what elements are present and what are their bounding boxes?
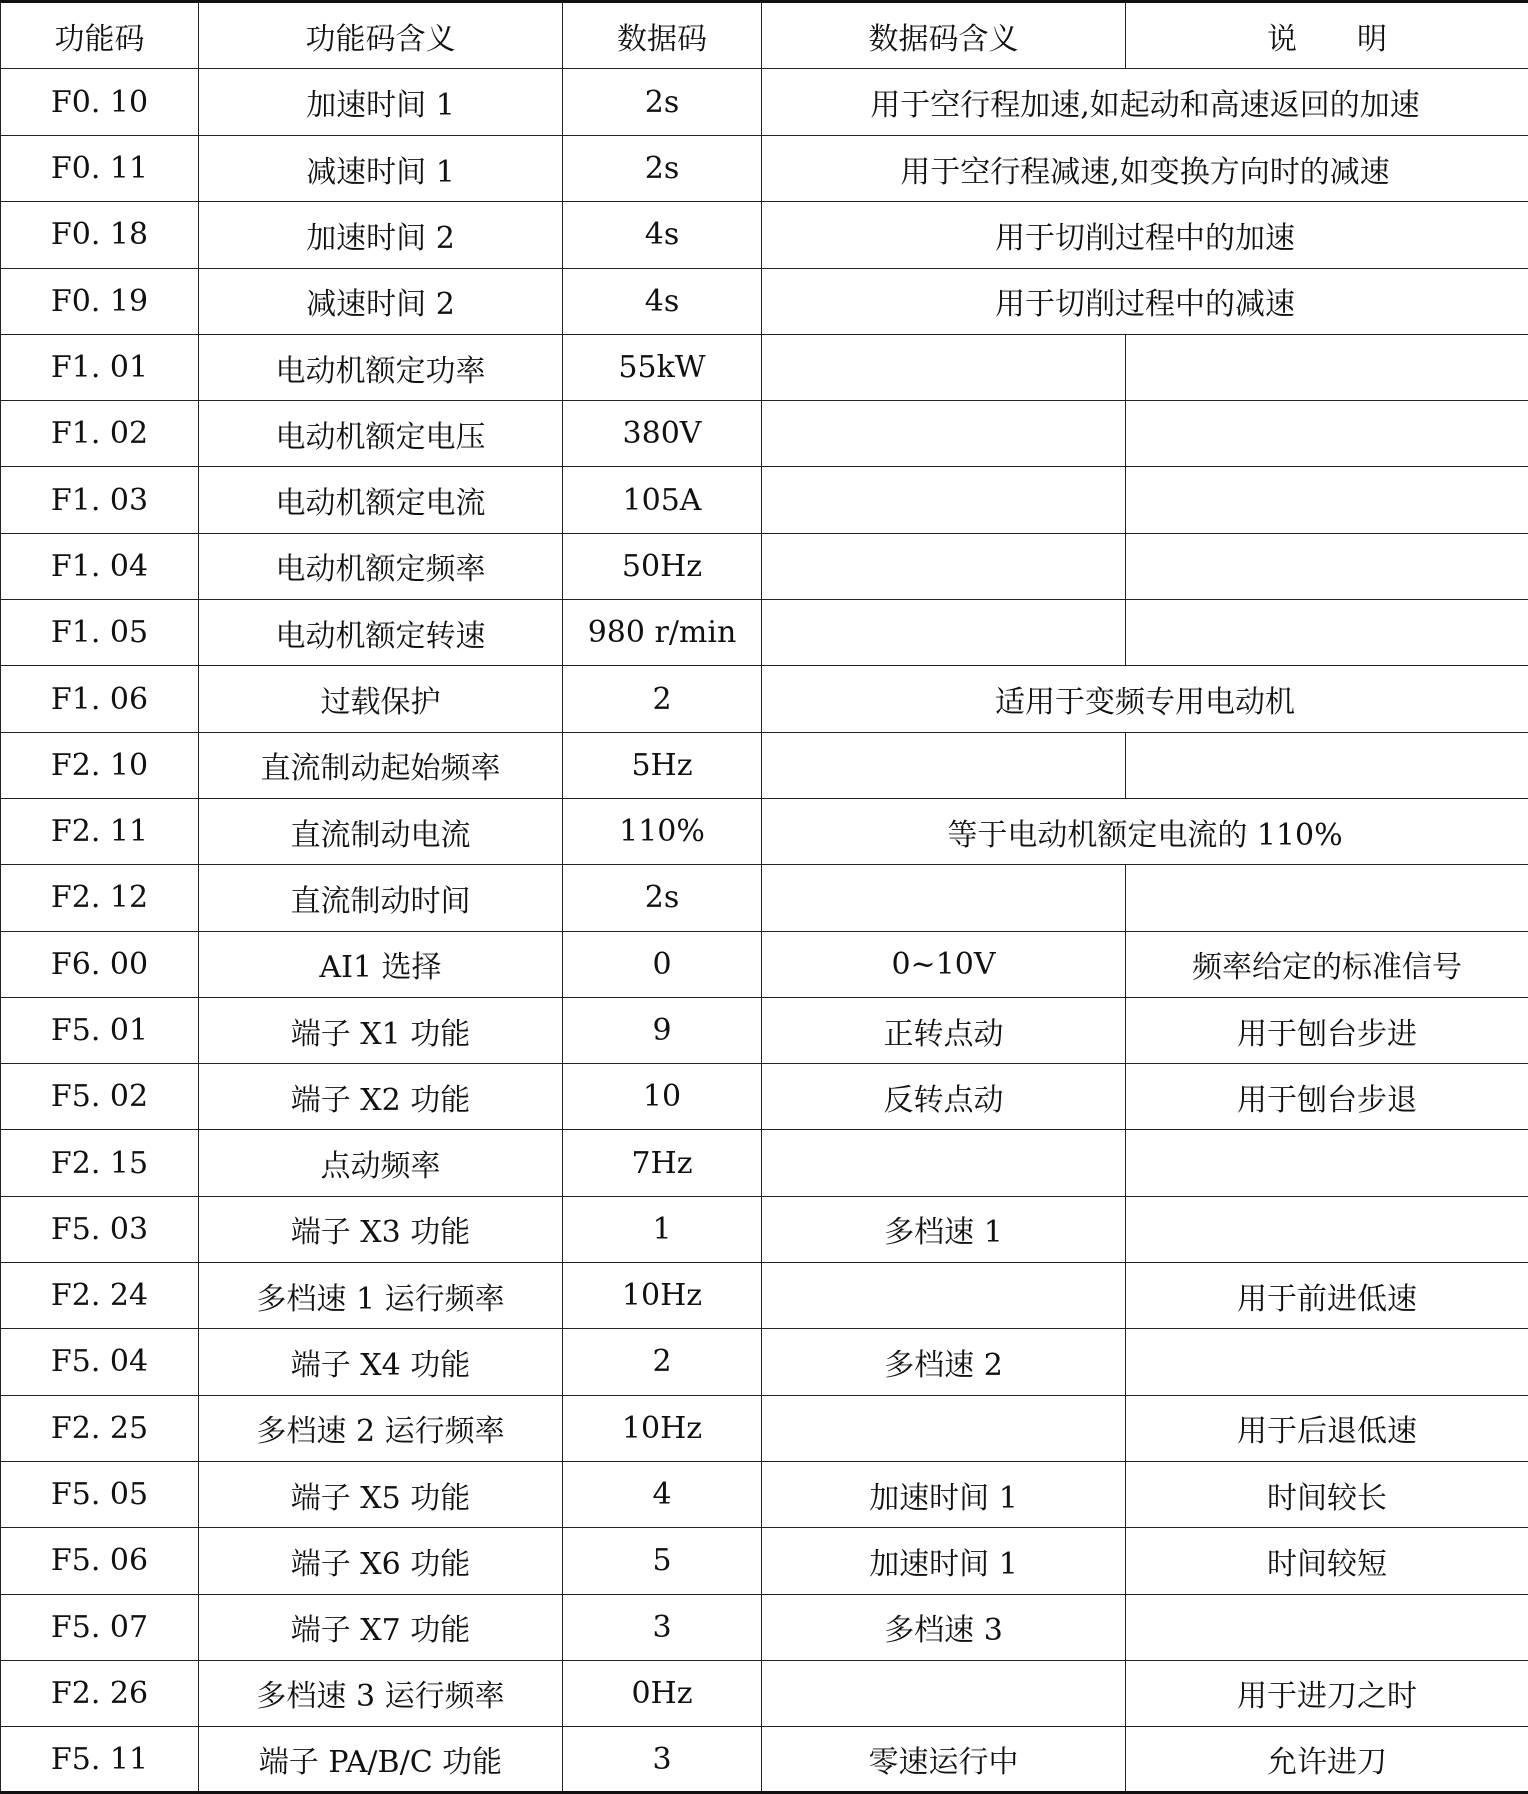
- table-row: [1, 1196, 1528, 1262]
- cell-data-meaning: 多档速 3: [762, 1594, 1126, 1660]
- cell-data-code: 2s: [563, 136, 762, 202]
- cell-remarks: 等于电动机额定电流的 110%: [762, 798, 1528, 864]
- cell-data-meaning: 正转点动: [762, 997, 1126, 1063]
- cell-remarks: [1126, 334, 1528, 400]
- cell-function-meaning: AI1 选择: [199, 931, 563, 997]
- table-row: [1, 1395, 1528, 1461]
- cell-data-meaning: [762, 1660, 1126, 1726]
- cell-data-code: 10Hz: [563, 1395, 762, 1461]
- cell-data-meaning: 加速时间 1: [762, 1461, 1126, 1527]
- cell-data-code: 7Hz: [563, 1130, 762, 1196]
- cell-data-meaning: [762, 1263, 1126, 1329]
- cell-function-meaning: 端子 X2 功能: [199, 1064, 563, 1130]
- cell-data-code: 5Hz: [563, 732, 762, 798]
- cell-function-code: F5. 01: [1, 997, 199, 1063]
- cell-function-code: F0. 19: [1, 268, 199, 334]
- cell-function-meaning: 端子 X1 功能: [199, 997, 563, 1063]
- cell-data-code: 2s: [563, 865, 762, 931]
- cell-function-code: F5. 02: [1, 1064, 199, 1130]
- cell-remarks: [1126, 533, 1528, 599]
- cell-remarks: 用于后退低速: [1126, 1395, 1528, 1461]
- cell-remarks: 时间较长: [1126, 1461, 1528, 1527]
- cell-data-meaning: [762, 600, 1126, 666]
- header-row: [1, 2, 1528, 69]
- cell-data-meaning: [762, 865, 1126, 931]
- cell-remarks: 频率给定的标准信号: [1126, 931, 1528, 997]
- cell-remarks: 用于进刀之时: [1126, 1660, 1528, 1726]
- cell-function-code: F1. 06: [1, 666, 199, 732]
- cell-data-code: 2: [563, 666, 762, 732]
- cell-remarks: 用于刨台步进: [1126, 997, 1528, 1063]
- cell-data-meaning: 0~10V: [762, 931, 1126, 997]
- cell-data-meaning: [762, 334, 1126, 400]
- cell-data-code: 4s: [563, 202, 762, 268]
- cell-function-meaning: 端子 X6 功能: [199, 1528, 563, 1594]
- cell-remarks: 允许进刀: [1126, 1727, 1528, 1793]
- cell-data-code: 4s: [563, 268, 762, 334]
- header-data-meaning: 数据码含义: [762, 2, 1126, 69]
- cell-data-code: 9: [563, 997, 762, 1063]
- cell-function-code: F0. 18: [1, 202, 199, 268]
- cell-data-meaning: 多档速 2: [762, 1329, 1126, 1395]
- cell-data-code: 10Hz: [563, 1263, 762, 1329]
- cell-data-code: 2s: [563, 69, 762, 136]
- cell-function-code: F5. 03: [1, 1196, 199, 1262]
- header-data-code: 数据码: [563, 2, 762, 69]
- cell-data-code: 0Hz: [563, 1660, 762, 1726]
- cell-remarks: 用于空行程加速,如起动和高速返回的加速: [762, 69, 1528, 136]
- cell-data-meaning: [762, 401, 1126, 467]
- table-row: [1, 533, 1528, 599]
- cell-remarks: 用于切削过程中的加速: [762, 202, 1528, 268]
- cell-function-code: F1. 02: [1, 401, 199, 467]
- cell-remarks: [1126, 401, 1528, 467]
- table-row: [1, 401, 1528, 467]
- cell-data-code: 3: [563, 1594, 762, 1660]
- table-row: [1, 997, 1528, 1063]
- cell-remarks: [1126, 865, 1528, 931]
- table-row: [1, 1130, 1528, 1196]
- cell-function-meaning: 加速时间 1: [199, 69, 563, 136]
- table-row: [1, 1263, 1528, 1329]
- cell-function-meaning: 端子 X5 功能: [199, 1461, 563, 1527]
- cell-data-code: 50Hz: [563, 533, 762, 599]
- cell-function-meaning: 端子 PA/B/C 功能: [199, 1727, 563, 1793]
- cell-function-meaning: 电动机额定频率: [199, 533, 563, 599]
- cell-function-meaning: 过载保护: [199, 666, 563, 732]
- cell-function-code: F1. 05: [1, 600, 199, 666]
- cell-data-code: 980 r/min: [563, 600, 762, 666]
- table-row: [1, 798, 1528, 864]
- cell-remarks: 用于前进低速: [1126, 1263, 1528, 1329]
- cell-function-code: F2. 25: [1, 1395, 199, 1461]
- cell-data-code: 0: [563, 931, 762, 997]
- cell-function-code: F5. 11: [1, 1727, 199, 1793]
- table-row: [1, 666, 1528, 732]
- cell-remarks: 适用于变频专用电动机: [762, 666, 1528, 732]
- cell-function-code: F2. 12: [1, 865, 199, 931]
- cell-remarks: [1126, 1196, 1528, 1262]
- cell-remarks: [1126, 1130, 1528, 1196]
- cell-data-code: 5: [563, 1528, 762, 1594]
- cell-data-meaning: [762, 533, 1126, 599]
- table-row: [1, 931, 1528, 997]
- cell-function-code: F2. 11: [1, 798, 199, 864]
- table-row: [1, 334, 1528, 400]
- cell-data-meaning: [762, 467, 1126, 533]
- cell-function-meaning: 电动机额定电流: [199, 467, 563, 533]
- table-row: [1, 1528, 1528, 1594]
- table-row: [1, 1594, 1528, 1660]
- cell-remarks: [1126, 600, 1528, 666]
- cell-function-code: F5. 05: [1, 1461, 199, 1527]
- cell-function-code: F5. 06: [1, 1528, 199, 1594]
- cell-data-code: 2: [563, 1329, 762, 1395]
- header-remarks: 说 明: [1126, 2, 1528, 69]
- table-row: [1, 467, 1528, 533]
- cell-function-meaning: 直流制动起始频率: [199, 732, 563, 798]
- cell-data-code: 3: [563, 1727, 762, 1793]
- cell-function-meaning: 端子 X3 功能: [199, 1196, 563, 1262]
- cell-remarks: 时间较短: [1126, 1528, 1528, 1594]
- cell-function-code: F5. 04: [1, 1329, 199, 1395]
- table-row: [1, 202, 1528, 268]
- header-function-meaning: 功能码含义: [199, 2, 563, 69]
- table-row: [1, 1329, 1528, 1395]
- cell-function-code: F2. 15: [1, 1130, 199, 1196]
- cell-function-meaning: 直流制动时间: [199, 865, 563, 931]
- table-row: [1, 1660, 1528, 1726]
- cell-function-meaning: 端子 X7 功能: [199, 1594, 563, 1660]
- cell-data-code: 4: [563, 1461, 762, 1527]
- cell-remarks: [1126, 467, 1528, 533]
- cell-remarks: [1126, 1594, 1528, 1660]
- table-row: [1, 600, 1528, 666]
- cell-function-meaning: 多档速 3 运行频率: [199, 1660, 563, 1726]
- cell-data-code: 110%: [563, 798, 762, 864]
- cell-function-code: F1. 01: [1, 334, 199, 400]
- cell-remarks: [1126, 1329, 1528, 1395]
- cell-function-code: F1. 04: [1, 533, 199, 599]
- table-row: [1, 268, 1528, 334]
- cell-function-meaning: 点动频率: [199, 1130, 563, 1196]
- cell-function-meaning: 减速时间 2: [199, 268, 563, 334]
- cell-data-meaning: 加速时间 1: [762, 1528, 1126, 1594]
- cell-remarks: [1126, 732, 1528, 798]
- cell-function-meaning: 加速时间 2: [199, 202, 563, 268]
- cell-remarks: 用于刨台步退: [1126, 1064, 1528, 1130]
- cell-remarks: 用于空行程减速,如变换方向时的减速: [762, 136, 1528, 202]
- table-row: [1, 69, 1528, 136]
- cell-function-meaning: 多档速 1 运行频率: [199, 1263, 563, 1329]
- cell-function-code: F0. 10: [1, 69, 199, 136]
- cell-remarks: 用于切削过程中的减速: [762, 268, 1528, 334]
- cell-function-code: F6. 00: [1, 931, 199, 997]
- cell-function-code: F5. 07: [1, 1594, 199, 1660]
- cell-function-meaning: 端子 X4 功能: [199, 1329, 563, 1395]
- cell-function-code: F2. 24: [1, 1263, 199, 1329]
- cell-data-code: 105A: [563, 467, 762, 533]
- cell-function-code: F1. 03: [1, 467, 199, 533]
- table-row: [1, 1727, 1528, 1793]
- cell-function-meaning: 电动机额定电压: [199, 401, 563, 467]
- cell-data-meaning: [762, 1395, 1126, 1461]
- table-row: [1, 1064, 1528, 1130]
- cell-function-code: F2. 26: [1, 1660, 199, 1726]
- cell-function-code: F0. 11: [1, 136, 199, 202]
- header-function-code: 功能码: [1, 2, 199, 69]
- cell-function-code: F2. 10: [1, 732, 199, 798]
- cell-data-code: 10: [563, 1064, 762, 1130]
- cell-data-code: 380V: [563, 401, 762, 467]
- cell-function-meaning: 直流制动电流: [199, 798, 563, 864]
- table-row: [1, 136, 1528, 202]
- table-row: [1, 865, 1528, 931]
- cell-function-meaning: 电动机额定功率: [199, 334, 563, 400]
- cell-function-meaning: 电动机额定转速: [199, 600, 563, 666]
- cell-function-meaning: 多档速 2 运行频率: [199, 1395, 563, 1461]
- cell-data-code: 1: [563, 1196, 762, 1262]
- table-row: [1, 1461, 1528, 1527]
- cell-data-code: 55kW: [563, 334, 762, 400]
- table-row: [1, 732, 1528, 798]
- cell-data-meaning: [762, 1130, 1126, 1196]
- cell-function-meaning: 减速时间 1: [199, 136, 563, 202]
- cell-data-meaning: 反转点动: [762, 1064, 1126, 1130]
- cell-data-meaning: 零速运行中: [762, 1727, 1126, 1793]
- table-body: [1, 69, 1528, 1793]
- cell-data-meaning: [762, 732, 1126, 798]
- cell-data-meaning: 多档速 1: [762, 1196, 1126, 1262]
